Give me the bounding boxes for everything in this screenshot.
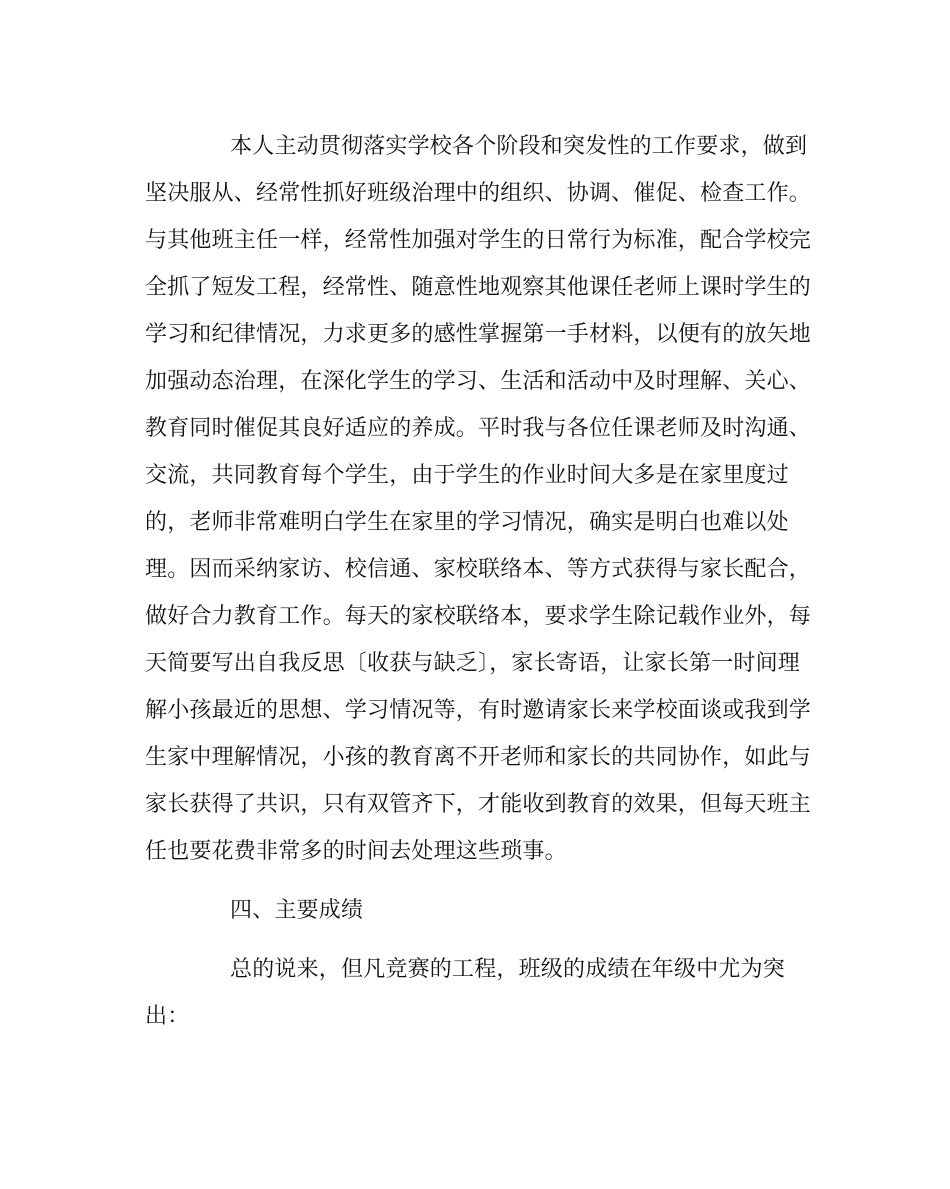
paragraph-line: 任也要花费非常多的时间去处理这些琐事。 <box>145 839 567 864</box>
paragraph-line: 做好合力教育工作。每天的家校联络本，要求学生除记载作业外，每 <box>145 604 812 629</box>
paragraph-line: 天简要写出自我反思〔收获与缺乏〕，家长寄语，让家长第一时间理 <box>145 651 801 676</box>
paragraph-line: 教育同时催促其良好适应的养成。平时我与各位任课老师及时沟通、 <box>145 416 812 441</box>
paragraph-line: 总的说来，但凡竞赛的工程，班级的成绩在年级中尤为突 <box>230 957 786 982</box>
paragraph-line: 学习和纪律情况，力求更多的感性掌握第一手材料，以便有的放矢地 <box>145 322 812 347</box>
paragraph-line: 交流，共同教育每个学生，由于学生的作业时间大多是在家里度过 <box>145 463 789 488</box>
paragraph-line: 本人主动贯彻落实学校各个阶段和突发性的工作要求，做到 <box>230 134 808 159</box>
paragraph-line: 生家中理解情况，小孩的教育离不开老师和家长的共同协作，如此与 <box>145 745 812 770</box>
paragraph-line: 解小孩最近的思想、学习情况等，有时邀请家长来学校面谈或我到学 <box>145 698 812 723</box>
paragraph-line: 坚决服从、经常性抓好班级治理中的组织、协调、催促、检查工作。 <box>145 181 812 206</box>
paragraph-line: 与其他班主任一样，经常性加强对学生的日常行为标准，配合学校完 <box>145 228 812 253</box>
section-heading: 四、主要成绩 <box>230 898 364 923</box>
paragraph-line: 的，老师非常难明白学生在家里的学习情况，确实是明白也难以处 <box>145 510 789 535</box>
paragraph-line: 全抓了短发工程，经常性、随意性地观察其他课任老师上课时学生的 <box>145 275 812 300</box>
paragraph-line: 出： <box>145 1004 190 1029</box>
paragraph-line: 理。因而采纳家访、校信通、家校联络本、等方式获得与家长配合， <box>145 557 812 582</box>
paragraph-line: 家长获得了共识，只有双管齐下，才能收到教育的效果，但每天班主 <box>145 792 812 817</box>
paragraph-line: 加强动态治理，在深化学生的学习、生活和活动中及时理解、关心、 <box>145 369 812 394</box>
